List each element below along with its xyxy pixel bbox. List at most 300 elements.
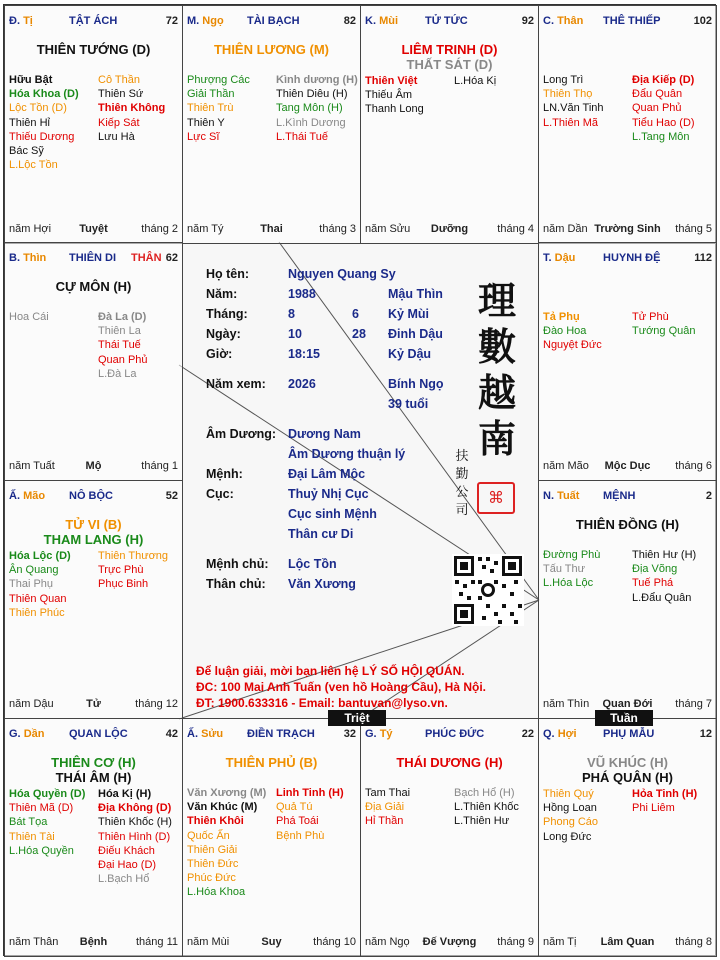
palace-year: năm Tý	[187, 223, 224, 235]
minor-stars-left	[9, 310, 49, 324]
palace-month: tháng 5	[675, 223, 712, 235]
palace-age-number: 92	[521, 15, 534, 27]
minor-star: Thiên Tài	[9, 830, 55, 843]
minor-star: Bệnh Phù	[276, 829, 325, 842]
palace-stem: B.	[9, 252, 20, 264]
am-duong-value: Dương Nam	[288, 427, 361, 441]
minor-star: Thiên Hình (D)	[98, 830, 171, 843]
minor-star: L.Hóa Quyền	[9, 844, 74, 857]
minor-star: Văn Xương (M)	[187, 787, 267, 799]
palace-branch: Sửu	[201, 728, 224, 740]
minor-star: Long Trì	[543, 74, 584, 86]
minor-star: Đẩu Quân	[632, 88, 683, 101]
palace-stem: N.	[543, 490, 554, 502]
palace-name: MỆNH	[603, 490, 636, 502]
palace-age-number: 22	[521, 728, 534, 740]
trang-sinh: Trường Sinh	[594, 223, 661, 235]
palace-footer	[365, 936, 534, 950]
minor-star: L.Hóa Kị	[454, 75, 497, 87]
minor-star: Tam Thai	[365, 787, 411, 799]
palace-age-number: 72	[165, 15, 178, 27]
palace-month: tháng 2	[141, 223, 178, 235]
minor-star: Quan Phủ	[632, 102, 682, 115]
nam-value: 1988	[288, 287, 316, 301]
minor-star: Tuế Phá	[632, 577, 674, 590]
minor-star: Thiên Không	[98, 102, 166, 115]
minor-star: Thiên Quan	[9, 592, 67, 605]
minor-stars-left	[187, 786, 266, 900]
palace-stem: Q.	[543, 728, 555, 740]
than-marker: THÂN	[131, 252, 162, 264]
main-star: LIÊM TRINH (D)	[401, 42, 498, 57]
main-star: CỰ MÔN (H)	[55, 279, 132, 294]
minor-stars-right	[454, 74, 496, 88]
minor-star: LN.Văn Tinh	[543, 102, 604, 115]
palace-location	[543, 490, 579, 502]
cuc-value: Thuỷ Nhị Cục	[288, 487, 369, 501]
seal-char: 司	[455, 503, 469, 518]
palace-age-number: 62	[165, 252, 178, 264]
minor-star: Thiên Y	[187, 116, 225, 129]
palace-hoi[interactable]	[538, 718, 717, 957]
palace-name: THÊ THIẾP	[603, 15, 661, 27]
minor-star: Địa Giải	[365, 801, 405, 814]
trang-sinh: Quan Đới	[602, 698, 653, 710]
minor-star: Hồng Loan	[543, 802, 597, 815]
palace-suu[interactable]	[182, 718, 361, 957]
minor-star: Nguyệt Đức	[543, 339, 602, 352]
palace-year: năm Sửu	[365, 223, 411, 235]
minor-stars-right	[276, 73, 358, 144]
minor-star: Thiên Mã (D)	[9, 802, 74, 815]
palace-month: tháng 10	[313, 936, 356, 948]
tuoi-value: 39 tuổi	[388, 397, 429, 411]
minor-star: Phi Liêm	[632, 802, 675, 815]
minor-star: Thái Tuế	[98, 339, 141, 352]
minor-star: Đà La (D)	[98, 311, 147, 323]
minor-star: Hóa Kị (H)	[98, 788, 152, 800]
palace-branch: Hợi	[557, 728, 577, 740]
thang-value: 8	[288, 307, 295, 321]
palace-header	[9, 728, 178, 742]
palace-branch: Dậu	[554, 252, 576, 264]
trang-sinh: Tuyệt	[79, 223, 108, 235]
minor-star: Thiên La	[98, 325, 141, 338]
ngay-value: 10	[288, 327, 302, 341]
minor-star: Thiên Thọ	[543, 88, 593, 101]
palace-age-number: 12	[699, 728, 712, 740]
palace-header	[365, 728, 534, 742]
minor-star: L.Lộc Tồn	[9, 159, 58, 172]
contact-address: ĐC: 100 Mai Anh Tuấn (ven hồ Hoàng Cầu), Hà Nội.	[196, 680, 487, 694]
main-star: PHÁ QUÂN (H)	[582, 770, 673, 785]
menh-label: Mệnh:	[206, 467, 243, 481]
palace-month: tháng 1	[141, 460, 178, 472]
palace-dau[interactable]	[538, 242, 717, 481]
palace-year: năm Hợi	[9, 223, 52, 235]
palace-name: NÔ BỘC	[69, 490, 113, 502]
minor-stars-right	[632, 548, 696, 605]
seal-char: 扶	[455, 449, 469, 464]
main-star: THIÊN TƯỚNG (D)	[36, 42, 151, 57]
palace-location	[543, 728, 577, 740]
palace-header	[543, 490, 712, 504]
palace-location	[365, 15, 398, 27]
palace-month: tháng 3	[319, 223, 356, 235]
gio-label: Giờ:	[206, 347, 233, 361]
ngay-label: Ngày:	[206, 327, 241, 341]
minor-star: Trực Phù	[98, 564, 144, 577]
palace-ti[interactable]	[4, 5, 183, 244]
minor-star: Thiếu Âm	[365, 89, 413, 102]
palace-location	[543, 15, 583, 27]
palace-than[interactable]	[538, 5, 717, 244]
minor-star: Quốc Ấn	[187, 829, 230, 842]
palace-branch: Dần	[23, 728, 45, 740]
palace-location	[9, 252, 46, 264]
minor-star: Thiếu Dương	[9, 130, 75, 143]
minor-stars-left	[543, 310, 602, 353]
minor-star: Hữu Bật	[9, 74, 53, 86]
palace-branch: Ngọ	[202, 15, 224, 27]
minor-star: Địa Võng	[632, 563, 678, 576]
palace-age-number: 112	[694, 252, 712, 264]
palace-tuat[interactable]	[538, 480, 717, 719]
palace-location	[187, 15, 224, 27]
palace-header	[365, 15, 534, 29]
palace-name: THIÊN DI	[69, 252, 117, 264]
minor-stars-right	[632, 310, 696, 338]
palace-stem: Ấ.	[9, 490, 20, 502]
minor-star: L.Hóa Khoa	[187, 886, 246, 899]
palace-month: tháng 12	[135, 698, 178, 710]
am-duong-label: Âm Dương:	[206, 427, 277, 441]
minor-stars-right	[632, 787, 697, 815]
main-star: VŨ KHÚC (H)	[587, 755, 668, 770]
minor-star: Phá Toái	[276, 815, 319, 828]
palace-footer	[9, 460, 178, 474]
menh-chu-value: Lộc Tồn	[288, 557, 337, 571]
palace-stem: T.	[543, 252, 552, 264]
palace-branch: Thân	[557, 15, 584, 27]
minor-stars-left	[543, 787, 598, 844]
horoscope-chart	[3, 4, 716, 956]
minor-stars-left	[187, 73, 250, 144]
minor-star: Thiên Sứ	[98, 88, 144, 101]
palace-age-number: 42	[165, 728, 178, 740]
palace-mui[interactable]	[360, 5, 539, 244]
minor-star: Bát Tọa	[9, 816, 48, 829]
minor-star: Giải Thần	[187, 88, 235, 101]
palace-ngo[interactable]	[182, 5, 361, 244]
minor-star: Đào Hoa	[543, 325, 587, 338]
minor-stars-right	[276, 786, 344, 843]
minor-star: L.Tang Môn	[632, 130, 690, 143]
palace-footer	[9, 223, 178, 237]
minor-star: Hóa Khoa (D)	[9, 88, 79, 101]
palace-footer	[543, 223, 712, 237]
palace-header	[187, 728, 356, 742]
palace-name: ĐIỀN TRẠCH	[247, 728, 315, 740]
palace-age-number: 82	[343, 15, 356, 27]
minor-star: Ân Quang	[9, 564, 59, 577]
minor-star: Thiên Giải	[187, 843, 238, 856]
palace-year: năm Thìn	[543, 698, 590, 710]
minor-star: Tướng Quân	[632, 325, 696, 338]
ho-ten-label: Họ tên:	[206, 267, 250, 281]
palace-month: tháng 4	[497, 223, 534, 235]
palace-year: năm Dậu	[9, 698, 54, 710]
minor-star: Đại Hao (D)	[98, 858, 157, 871]
palace-branch: Thìn	[23, 252, 47, 264]
minor-star: Lộc Tồn (D)	[9, 102, 67, 115]
trang-sinh: Mộc Dục	[604, 460, 651, 472]
main-star: TỬ VI (B)	[65, 517, 122, 532]
minor-star: L.Đẩu Quân	[632, 591, 692, 604]
minor-star: Kình dương (H)	[276, 74, 358, 86]
minor-star: Bạch Hổ (H)	[454, 787, 515, 799]
palace-header	[543, 728, 712, 742]
palace-branch: Tị	[23, 15, 33, 27]
seal-char: 勤	[455, 467, 469, 482]
minor-stars-right	[98, 73, 165, 144]
cuc-label: Cục:	[206, 487, 234, 501]
palace-footer	[187, 223, 356, 237]
palace-footer	[365, 223, 534, 237]
minor-stars-left	[543, 73, 604, 130]
minor-star: Thiên Diêu (H)	[276, 88, 348, 101]
menh-value: Đại Lâm Mộc	[288, 467, 366, 481]
trang-sinh: Mộ	[85, 460, 102, 472]
side-seal-text	[454, 448, 470, 520]
calligraphy-char: 數	[477, 324, 516, 369]
tuan-tag: Tuần	[595, 710, 653, 726]
palace-stem: M.	[187, 15, 200, 27]
palace-age-number: 32	[343, 728, 356, 740]
palace-stem: Ấ.	[187, 728, 198, 740]
palace-name: HUYNH ĐỆ	[603, 252, 661, 264]
nam-xem-label: Năm xem:	[206, 377, 266, 391]
trang-sinh: Đế Vượng	[422, 936, 477, 948]
palace-stem: K.	[365, 15, 376, 27]
minor-star: Thai Phụ	[9, 578, 54, 591]
palace-stem: C.	[543, 15, 554, 27]
palace-branch: Mùi	[379, 15, 399, 27]
palace-stem: Đ.	[9, 15, 20, 27]
minor-star: Địa Không (D)	[98, 802, 172, 815]
minor-stars-left	[543, 548, 600, 591]
minor-stars-left	[365, 74, 424, 117]
seal-char: 公	[455, 485, 469, 500]
minor-stars-right	[98, 549, 168, 592]
minor-star: Thiên Phúc	[9, 606, 65, 619]
minor-star: L.Thái Tuế	[276, 130, 328, 143]
minor-star: Thiên Thương	[98, 550, 169, 562]
minor-stars-left	[9, 73, 79, 172]
trang-sinh: Thai	[260, 223, 283, 235]
palace-header	[9, 252, 178, 266]
palace-age-number: 52	[165, 490, 178, 502]
palace-name: TỬ TỨC	[425, 15, 468, 27]
palace-year: năm Tị	[543, 936, 577, 948]
than-chu-value: Văn Xương	[288, 577, 356, 591]
minor-stars-left	[9, 787, 85, 858]
minor-star: Thiên Việt	[365, 75, 418, 87]
nam-xem-value: 2026	[288, 377, 316, 391]
triet-tag: Triệt	[328, 710, 386, 726]
minor-star: L.Thiên Mã	[543, 116, 599, 129]
calligraphy-char: 理	[477, 278, 516, 323]
palace-location	[9, 15, 33, 27]
palace-footer	[543, 936, 712, 950]
minor-star: Quan Phủ	[98, 353, 148, 366]
palace-month: tháng 6	[675, 460, 712, 472]
ngay-am-lich: 28	[352, 327, 366, 341]
minor-star: Long Đức	[543, 830, 592, 843]
trang-sinh: Bệnh	[79, 936, 108, 948]
nam-can-chi: Mậu Thìn	[388, 287, 443, 301]
palace-header	[9, 490, 178, 504]
minor-star: Lực Sĩ	[187, 130, 220, 143]
palace-mao[interactable]	[4, 480, 183, 719]
palace-name: TÀI BẠCH	[247, 15, 300, 27]
palace-branch: Tuất	[557, 490, 580, 502]
palace-stem: G.	[365, 728, 377, 740]
minor-star: Thanh Long	[365, 103, 424, 116]
minor-star: Lưu Hà	[98, 130, 135, 143]
palace-footer	[187, 936, 356, 950]
palace-location	[9, 728, 44, 740]
palace-year: năm Thân	[9, 936, 59, 948]
calligraphy-char: 南	[477, 416, 516, 461]
main-star: THIÊN ĐỒNG (H)	[575, 517, 680, 532]
minor-star: Hóa Lộc (D)	[9, 550, 71, 562]
menh-chu-label: Mệnh chủ:	[206, 557, 269, 571]
ho-ten-value: Nguyen Quang Sy	[288, 267, 396, 281]
minor-star: L.Thiên Hư	[454, 815, 510, 828]
palace-name: PHÚC ĐỨC	[425, 728, 485, 740]
minor-star: Hóa Quyền (D)	[9, 788, 86, 800]
palace-footer	[543, 460, 712, 474]
palace-dan[interactable]	[4, 718, 183, 957]
gio-can-chi: Kỷ Dậu	[388, 347, 432, 361]
palace-age-number: 2	[705, 490, 712, 502]
palace-year: năm Mão	[543, 460, 589, 472]
minor-star: Hỏa Tinh (H)	[632, 788, 698, 800]
qr-code-icon	[452, 554, 524, 626]
minor-star: Linh Tinh (H)	[276, 787, 344, 799]
minor-star: L.Kình Dương	[276, 116, 346, 129]
minor-star: Phượng Các	[187, 74, 250, 86]
minor-star: Thiên Đức	[187, 857, 239, 870]
main-star: THIÊN PHỦ (B)	[225, 755, 318, 770]
palace-year: năm Dần	[543, 223, 588, 235]
palace-branch: Mão	[23, 490, 46, 502]
calligraphy-logo	[472, 278, 522, 462]
palace-footer	[9, 936, 178, 950]
minor-stars-right	[632, 73, 695, 144]
minor-star: L.Đà La	[98, 367, 137, 380]
minor-star: Thiên Khôi	[187, 815, 244, 828]
gio-value: 18:15	[288, 347, 320, 361]
minor-star: Thiên Hư (H)	[632, 549, 697, 561]
thang-label: Tháng:	[206, 307, 248, 321]
palace-header	[9, 15, 178, 29]
ngay-can-chi: Đinh Dậu	[388, 327, 443, 341]
minor-star: L.Hóa Lộc	[543, 577, 594, 590]
palace-footer	[9, 698, 178, 712]
palace-thin[interactable]	[4, 242, 183, 481]
minor-star: Tang Môn (H)	[276, 102, 343, 115]
contact-line-1: Để luận giải, mời bạn liên hệ LÝ SỐ HỘI QUÁN.	[196, 664, 465, 678]
trang-sinh: Suy	[261, 936, 282, 948]
palace-location	[365, 728, 393, 740]
palace-age-number: 102	[693, 15, 712, 27]
palace-name: TẬT ÁCH	[69, 15, 118, 27]
minor-star: Tiểu Hao (D)	[632, 116, 695, 129]
main-star: THÁI DƯƠNG (H)	[396, 755, 503, 770]
palace-stem: G.	[9, 728, 21, 740]
main-star: THÁI ÂM (H)	[55, 770, 132, 785]
minor-stars-left	[365, 786, 410, 829]
minor-star: Kiếp Sát	[98, 116, 140, 129]
trang-sinh: Lâm Quan	[600, 936, 655, 948]
minor-star: L.Thiên Khốc	[454, 801, 519, 814]
palace-location	[187, 728, 223, 740]
minor-star: Phục Binh	[98, 578, 149, 591]
palace-month: tháng 7	[675, 698, 712, 710]
nam-xem-can-chi: Bính Ngọ	[388, 377, 444, 391]
thang-can-chi: Kỷ Mùi	[388, 307, 429, 321]
minor-stars-right	[98, 787, 172, 886]
main-star: THAM LANG (H)	[43, 532, 144, 547]
minor-star: Hoa Cái	[9, 311, 49, 323]
minor-star: Tấu Thư	[543, 563, 586, 576]
minor-star: Phúc Đức	[187, 872, 236, 885]
contact-phone-email[interactable]: ĐT: 1900.633316 - Email: bantuvan@lyso.vn.	[196, 696, 448, 710]
than-chu-label: Thân chủ:	[206, 577, 266, 591]
thang-am-lich: 6	[352, 307, 359, 321]
palace-name: QUAN LỘC	[69, 728, 128, 740]
minor-star: Thiên Hỉ	[9, 116, 50, 129]
palace-branch: Tý	[379, 728, 393, 740]
palace-location	[543, 252, 575, 264]
palace-name: PHỤ MẪU	[603, 728, 655, 740]
minor-star: Hỉ Thần	[365, 815, 404, 828]
palace-ty[interactable]	[360, 718, 539, 957]
red-seal-icon: ⌘	[477, 482, 515, 514]
palace-header	[543, 15, 712, 29]
minor-stars-right	[98, 310, 148, 381]
palace-year: năm Tuất	[9, 460, 55, 472]
than-cu: Thân cư Di	[288, 527, 354, 541]
palace-year: năm Mùi	[187, 936, 230, 948]
cuc-sinh-menh: Cục sinh Mệnh	[288, 507, 377, 521]
minor-star: Đường Phù	[543, 549, 601, 561]
center-info	[182, 242, 538, 718]
palace-month: tháng 8	[675, 936, 712, 948]
minor-stars-right	[454, 786, 519, 829]
minor-star: L.Bạch Hổ	[98, 873, 150, 886]
minor-star: Bác Sỹ	[9, 144, 44, 157]
minor-star: Thiên Quý	[543, 788, 594, 800]
minor-star: Quả Tú	[276, 801, 313, 814]
palace-month: tháng 11	[135, 936, 178, 948]
minor-star: Thiên Trù	[187, 102, 234, 115]
trang-sinh: Dưỡng	[430, 223, 469, 235]
minor-star: Cô Thần	[98, 74, 140, 86]
minor-star: Điếu Khách	[98, 844, 155, 857]
